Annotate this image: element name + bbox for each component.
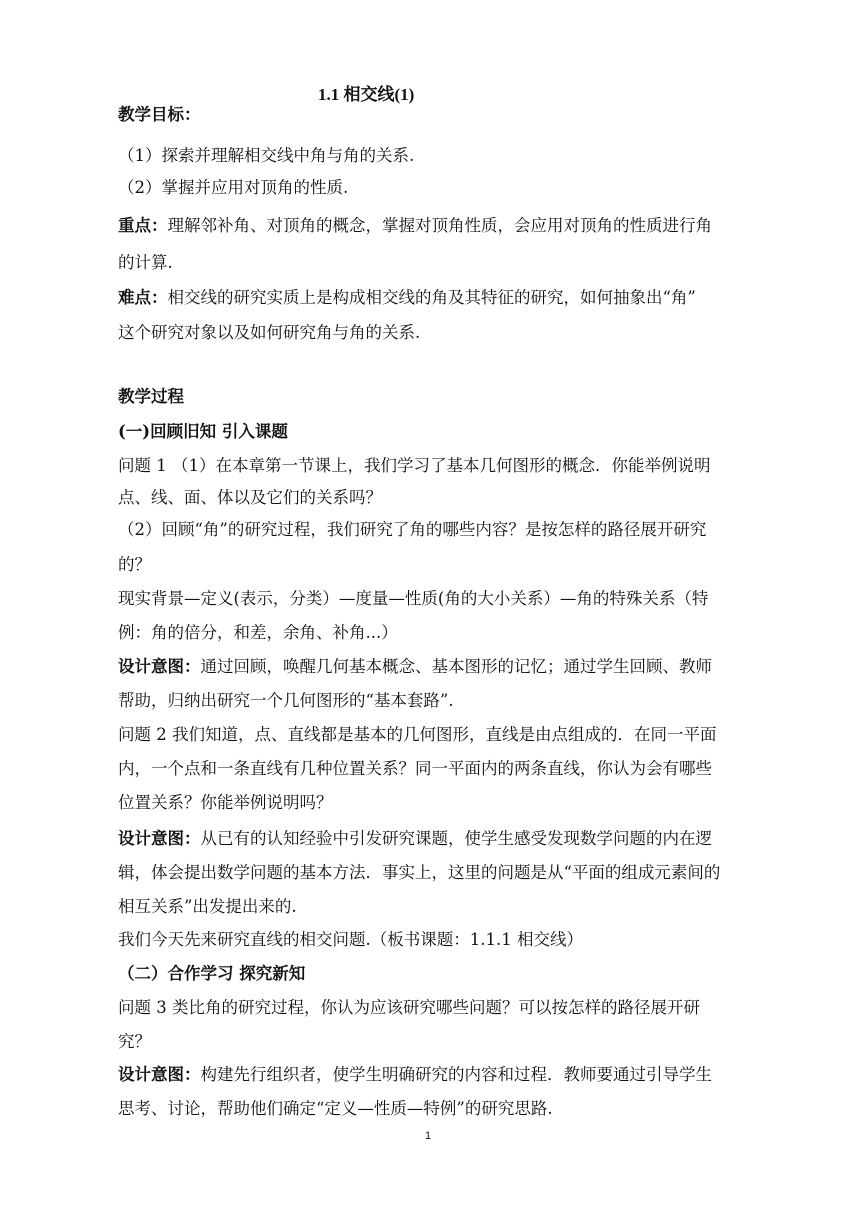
intent2-line-1 bbox=[118, 827, 748, 851]
objective-2: （2）掌握并应用对顶角的性质. bbox=[118, 178, 349, 197]
intent3-line-2: 思考、讨论，帮助他们确定“定义—性质—特例”的研究思路. bbox=[118, 1099, 553, 1118]
intent3-line-1 bbox=[118, 1063, 748, 1087]
intent2-line-3: 相互关系”出发提出来的. bbox=[118, 897, 297, 916]
difficulty-line-2: 这个研究对象以及如何研究角与角的关系. bbox=[118, 323, 421, 342]
difficulty-text: 相交线的研究实质上是构成相交线的角及其特征的研究，如何抽象出“角” bbox=[167, 288, 696, 307]
intent1-line-2: 帮助，归纳出研究一个几何图形的“基本套路”. bbox=[118, 691, 454, 710]
page-title: 1.1 相交线(1) bbox=[318, 85, 415, 104]
key-point-line-1 bbox=[118, 214, 748, 238]
intent2-label: 设计意图： bbox=[118, 829, 201, 848]
intent1-text: 通过回顾，唤醒几何基本概念、基本图形的记忆；通过学生回顾、教师 bbox=[200, 657, 712, 676]
q3-line-1: 问题 3 类比角的研究过程，你认为应该研究哪些问题？可以按怎样的路径展开研 bbox=[118, 998, 700, 1017]
q2-line-1: 问题 2 我们知道，点、直线都是基本的几何图形，直线是由点组成的．在同一平面 bbox=[118, 725, 717, 744]
today-line: 我们今天先来研究直线的相交问题.（板书课题：1.1.1 相交线） bbox=[118, 930, 583, 949]
path-line-2: 例：角的倍分，和差，余角、补角...） bbox=[118, 623, 398, 642]
key-point-line-2: 的计算. bbox=[118, 253, 173, 272]
difficulty-line-1 bbox=[118, 286, 748, 310]
path-line-1: 现实背景—定义(表示，分类）—度量—性质(角的大小关系）—角的特殊关系（特 bbox=[118, 589, 709, 608]
page-number: 1 bbox=[425, 1130, 432, 1142]
intent3-label: 设计意图： bbox=[118, 1065, 201, 1084]
q1b-line-2: 的？ bbox=[118, 555, 151, 574]
difficulty-label: 难点： bbox=[118, 288, 168, 307]
q3-line-2: 究？ bbox=[118, 1032, 151, 1051]
q1-line-1: 问题 1 （1）在本章第一节课上，我们学习了基本几何图形的概念．你能举例说明 bbox=[118, 456, 711, 475]
intent2-text: 从已有的认知经验中引发研究课题，使学生感受发现数学问题的内在逻 bbox=[200, 829, 712, 848]
objectives-heading: 教学目标： bbox=[118, 105, 201, 124]
process-heading: 教学过程 bbox=[118, 387, 184, 406]
q2-line-2: 内，一个点和一条直线有几种位置关系？同一平面内的两条直线，你认为会有哪些 bbox=[118, 759, 712, 778]
key-point-text: 理解邻补角、对顶角的概念，掌握对顶角性质，会应用对顶角的性质进行角 bbox=[167, 216, 712, 235]
section2-heading: （二）合作学习 探究新知 bbox=[118, 964, 306, 983]
intent1-label: 设计意图： bbox=[118, 657, 201, 676]
intent3-text: 构建先行组织者，使学生明确研究的内容和过程．教师要通过引导学生 bbox=[200, 1065, 712, 1084]
q2-line-3: 位置关系？你能举例说明吗？ bbox=[118, 793, 333, 812]
objective-1: （1）探索并理解相交线中角与角的关系. bbox=[118, 146, 415, 165]
section1-heading: (一)回顾旧知 引入课题 bbox=[118, 422, 288, 441]
intent2-line-2: 辑，体会提出数学问题的基本方法．事实上，这里的问题是从“平面的组成元素间的 bbox=[118, 863, 721, 882]
q1b-line-1: （2）回顾“角”的研究过程，我们研究了角的哪些内容？是按怎样的路径展开研究 bbox=[118, 520, 707, 539]
key-point-label: 重点： bbox=[118, 216, 168, 235]
intent1-line-1 bbox=[118, 655, 748, 679]
q1-line-2: 点、线、面、体以及它们的关系吗？ bbox=[118, 488, 382, 507]
